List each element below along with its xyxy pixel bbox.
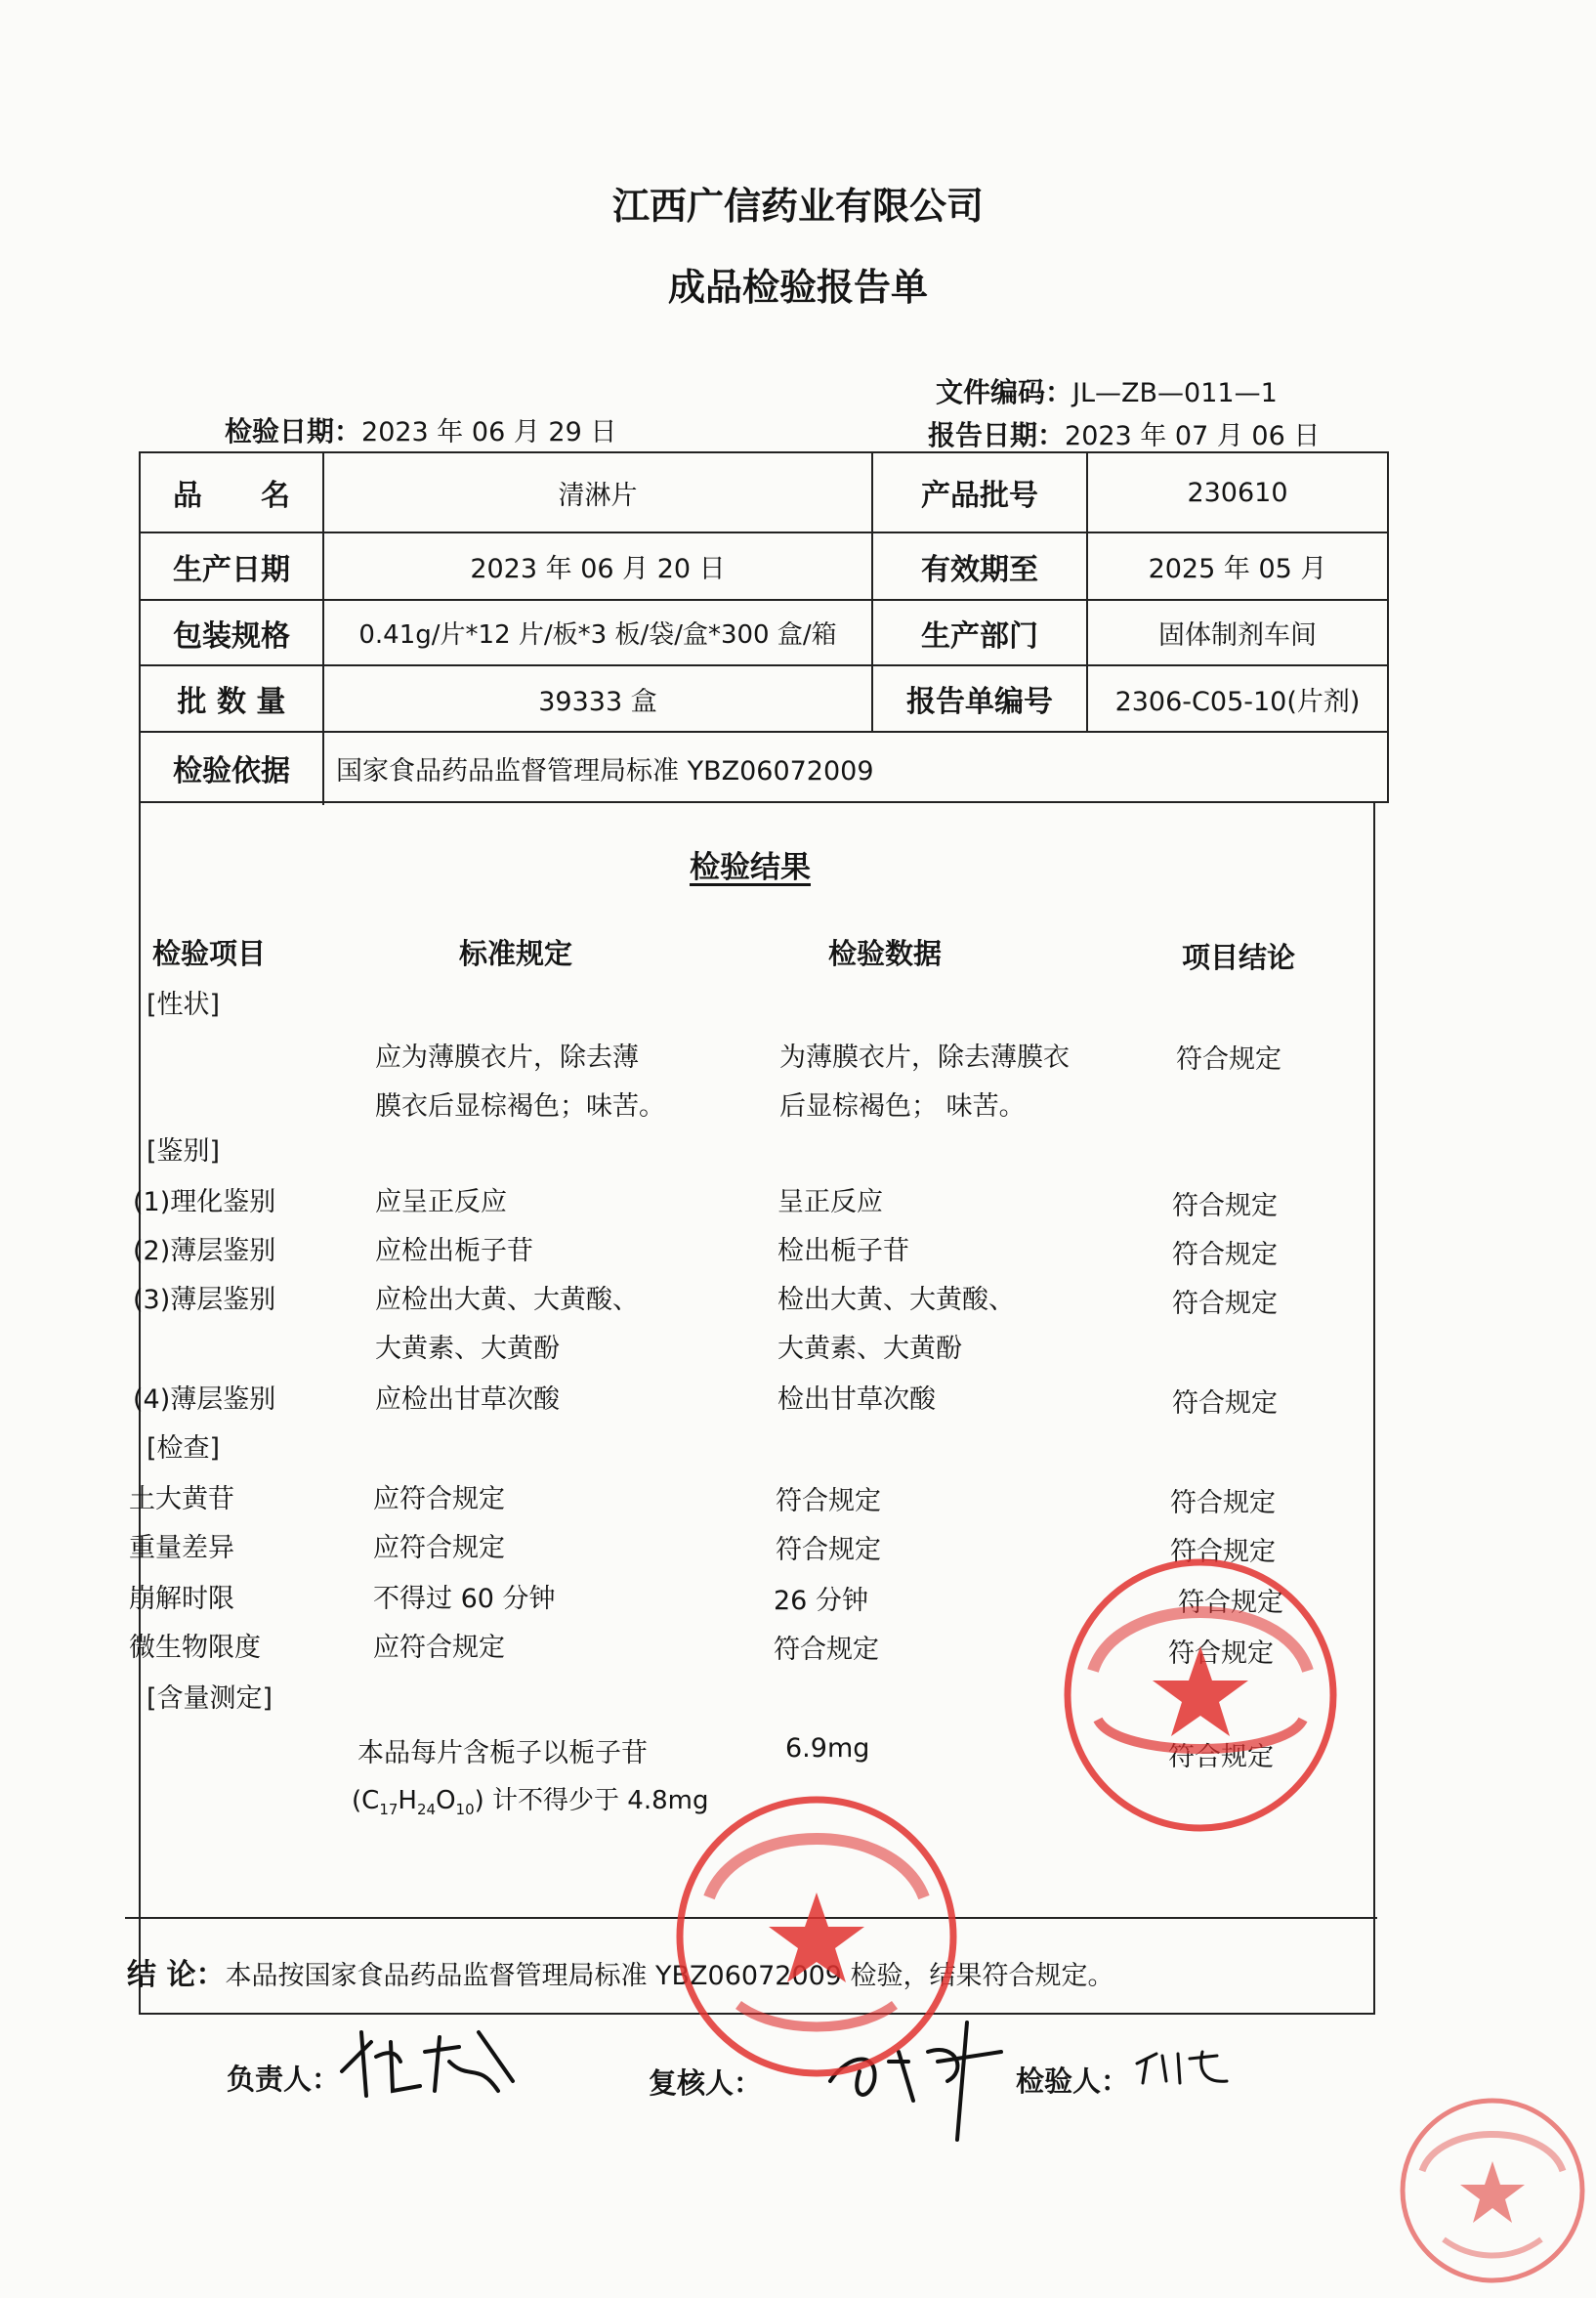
id-item-4: (4)薄层鉴别 [133, 1384, 276, 1415]
assay-standard-2: $(C_{17}H_{24}O_{10})$ 计不得少于 4.8mg [352, 1786, 709, 1819]
department: 固体制剂车间 [1158, 620, 1317, 651]
qc-stamp [1059, 1553, 1342, 1837]
id-item-2: (2)薄层鉴别 [133, 1236, 276, 1266]
id-conclusion-2: 符合规定 [1172, 1240, 1278, 1270]
file-code: 文件编码：JL—ZB—011—1 [936, 376, 1278, 408]
id-data-2: 检出栀子苷 [777, 1236, 909, 1266]
appearance-standard-1: 应为薄膜衣片，除去薄 [375, 1043, 639, 1073]
col-item: 检验项目 [152, 937, 267, 970]
batch-quantity: 39333 盒 [538, 686, 657, 717]
id-standard-1: 应呈正反应 [375, 1187, 507, 1217]
appearance-standard-2: 膜衣后显棕褐色；味苦。 [375, 1091, 665, 1122]
responsible-signature [332, 2022, 527, 2101]
batch-no: 230610 [1187, 477, 1288, 508]
reviewer-label: 复核人： [649, 2066, 763, 2100]
inspector-label: 检验人： [1016, 2064, 1130, 2098]
exam-item-4: 微生物限度 [129, 1633, 261, 1663]
exam-conclusion-2: 符合规定 [1170, 1537, 1276, 1567]
exam-standard-4: 应符合规定 [373, 1633, 505, 1663]
appearance-data-1: 为薄膜衣片，除去薄膜衣 [779, 1043, 1070, 1073]
assay-data: 6.9mg [785, 1733, 870, 1764]
section-assay: [含量测定] [147, 1683, 273, 1714]
exam-conclusion-1: 符合规定 [1170, 1488, 1276, 1518]
report-no: 2306-C05-10(片剂) [1114, 686, 1361, 717]
exam-standard-3: 不得过 60 分钟 [373, 1584, 556, 1614]
id-item-1: (1)理化鉴别 [133, 1187, 276, 1217]
quantity-label: 批 数 量 [177, 685, 286, 719]
col-conclusion: 项目结论 [1182, 941, 1296, 974]
appearance-conclusion: 符合规定 [1176, 1044, 1281, 1075]
packaging-spec: 0.41g/片*12 片/板*3 板/袋/盒*300 盒/箱 [358, 620, 837, 650]
section-appearance: [性状] [147, 990, 221, 1020]
inspection-basis: 国家食品药品监督管理局标准 YBZ06072009 [336, 755, 874, 787]
report-no-label: 报告单编号 [906, 685, 1053, 719]
assay-conclusion: 符合规定 [1168, 1742, 1274, 1772]
product-name-label: 品 名 [173, 479, 290, 513]
id-standard-4: 应检出甘草次酸 [375, 1384, 560, 1415]
department-label: 生产部门 [921, 618, 1038, 654]
final-conclusion: 结 论：本品按国家食品药品监督管理局标准 YBZ06072009 检验，结果符合规定。 [127, 1958, 1114, 1992]
expiry-label: 有效期至 [921, 552, 1038, 587]
id-data-1: 呈正反应 [777, 1187, 883, 1217]
exam-item-3: 崩解时限 [129, 1584, 234, 1614]
id-standard-2: 应检出栀子苷 [375, 1236, 533, 1266]
inspector-signature [1129, 2044, 1237, 2093]
col-standard: 标准规定 [459, 937, 573, 970]
id-standard-3: 应检出大黄、大黄酸、 [375, 1285, 639, 1315]
responsible-label: 负责人： [227, 2063, 341, 2096]
basis-label: 检验依据 [173, 754, 290, 788]
id-conclusion-3: 符合规定 [1172, 1289, 1278, 1319]
production-date: 2023 年 06 月 20 日 [470, 554, 726, 584]
product-name: 清淋片 [558, 480, 638, 511]
exam-data-1: 符合规定 [776, 1486, 881, 1516]
qa-stamp [670, 1790, 963, 2083]
exam-conclusion-4: 符合规定 [1168, 1638, 1274, 1669]
exam-standard-2: 应符合规定 [373, 1533, 505, 1563]
report-title: 成品检验报告单 [667, 266, 928, 309]
exam-standard-1: 应符合规定 [373, 1484, 505, 1514]
id-data-4: 检出甘草次酸 [777, 1384, 936, 1415]
results-heading: 检验结果 [690, 850, 811, 885]
id-data-3b: 大黄素、大黄酚 [777, 1334, 962, 1364]
col-data: 检验数据 [828, 937, 943, 970]
id-conclusion-1: 符合规定 [1172, 1191, 1278, 1221]
id-standard-3b: 大黄素、大黄酚 [375, 1334, 560, 1364]
section-identification: [鉴别] [147, 1136, 221, 1167]
product-info-table [139, 451, 1389, 803]
exam-conclusion-3: 符合规定 [1178, 1588, 1283, 1618]
appearance-data-2: 后显棕褐色； 味苦。 [779, 1091, 1026, 1122]
exam-data-2: 符合规定 [776, 1535, 881, 1565]
exam-data-4: 符合规定 [774, 1635, 879, 1665]
assay-standard-1: 本品每片含栀子以栀子苷 [357, 1738, 648, 1768]
exam-item-2: 重量差异 [129, 1533, 234, 1563]
inspection-date: 检验日期：2023 年 06 月 29 日 [225, 415, 617, 447]
id-item-3: (3)薄层鉴别 [133, 1285, 276, 1315]
expiry-date: 2025 年 05 月 [1148, 554, 1327, 584]
company-name: 江西广信药业有限公司 [611, 185, 984, 228]
id-conclusion-4: 符合规定 [1172, 1388, 1278, 1419]
section-examination: [检查] [147, 1433, 221, 1464]
packaging-label: 包装规格 [173, 618, 290, 654]
report-date: 报告日期：2023 年 07 月 06 日 [928, 419, 1321, 451]
exam-data-3: 26 分钟 [774, 1586, 868, 1616]
production-date-label: 生产日期 [173, 552, 290, 587]
exam-item-1: 土大黄苷 [129, 1484, 234, 1514]
id-data-3: 检出大黄、大黄酸、 [777, 1285, 1015, 1315]
corner-stamp [1395, 2093, 1590, 2288]
batch-no-label: 产品批号 [921, 479, 1038, 513]
